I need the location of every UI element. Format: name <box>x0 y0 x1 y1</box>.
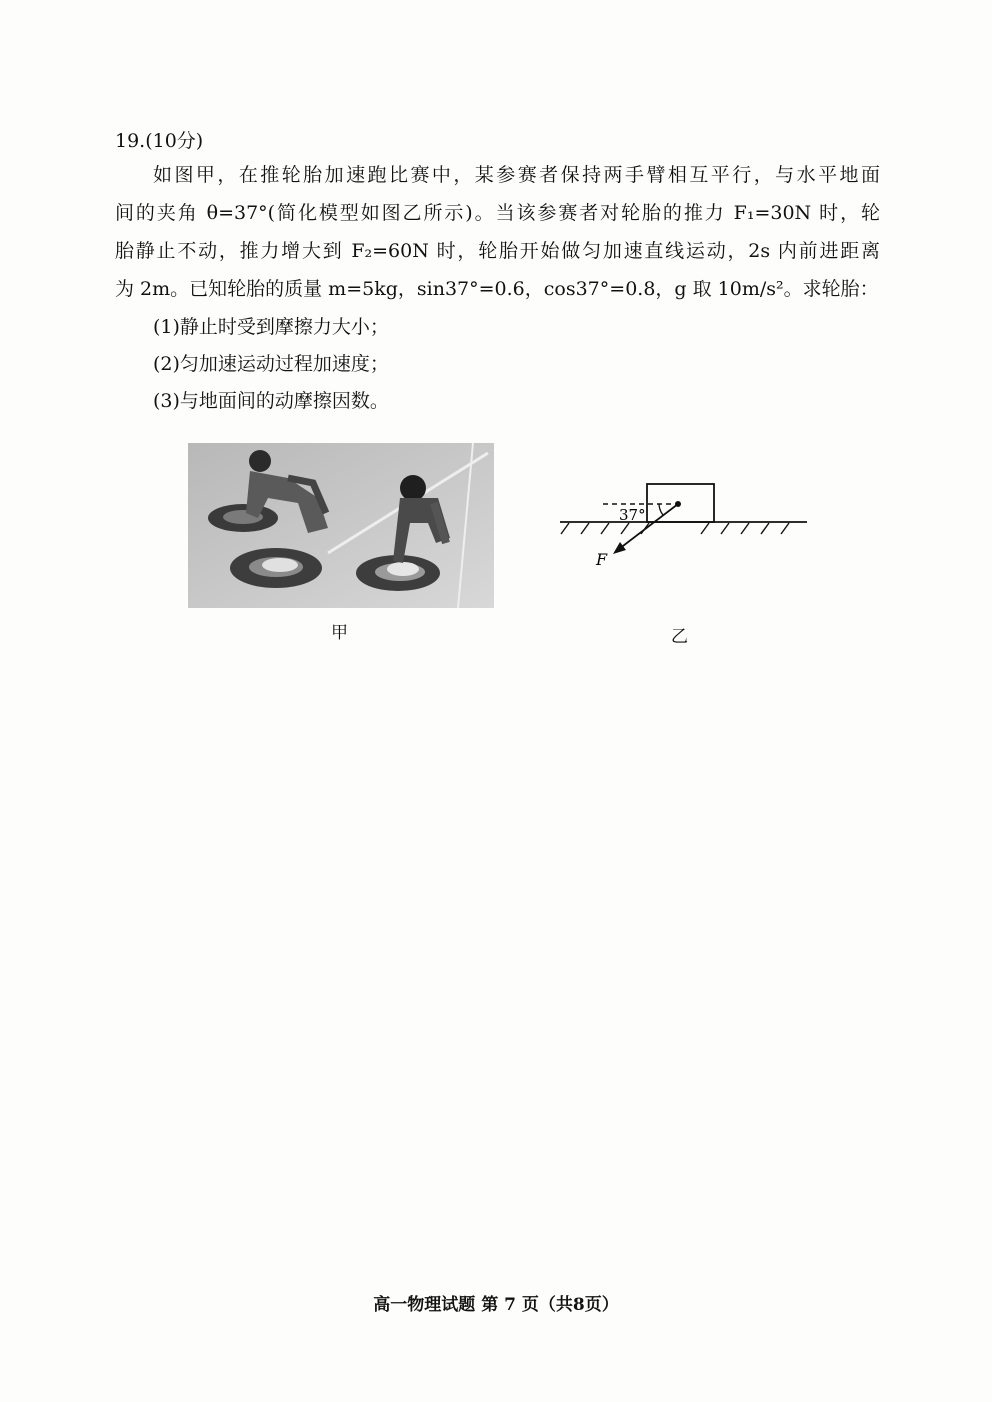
tire-race-photo <box>188 443 494 608</box>
force-diagram-svg <box>555 470 815 580</box>
angle-arc <box>659 504 663 515</box>
subquestion-1: (1)静止时受到摩擦力大小； <box>153 316 389 338</box>
force-diagram <box>555 470 815 584</box>
diagram-caption: 乙 <box>671 627 688 647</box>
stem-line-3: 胎静止不动，推力增大到 F₂=60N 时，轮胎开始做匀加速直线运动，2s 内前进距离 <box>115 240 880 262</box>
tire-race-photo-illustration <box>188 443 494 608</box>
question-stem <box>115 156 880 308</box>
subquestion-2: (2)匀加速运动过程加速度； <box>153 353 389 375</box>
force-arrowhead <box>613 542 626 554</box>
ground-hatching <box>561 523 789 534</box>
angle-label: 37° <box>619 506 646 524</box>
stem-line-1: 如图甲，在推轮胎加速跑比赛中，某参赛者保持两手臂相互平行，与水平地面 <box>153 164 880 186</box>
force-label: F <box>596 550 608 569</box>
question-number: 19. <box>115 130 146 152</box>
stem-line-2: 间的夹角 θ=37°(简化模型如图乙所示)。当该参赛者对轮胎的推力 F₁=30N 时，轮 <box>115 202 880 224</box>
page-footer: 高一物理试题 第 7 页（共8页） <box>373 1295 619 1315</box>
question-header <box>115 126 203 153</box>
subquestion-3: (3)与地面间的动摩擦因数。 <box>153 390 389 412</box>
question-score: (10分) <box>145 130 204 152</box>
photo-caption: 甲 <box>331 623 348 643</box>
stem-line-4: 为 2m。已知轮胎的质量 m=5kg，sin37°=0.6，cos37°=0.8，g 取 10m/s²。求轮胎： <box>115 278 879 300</box>
